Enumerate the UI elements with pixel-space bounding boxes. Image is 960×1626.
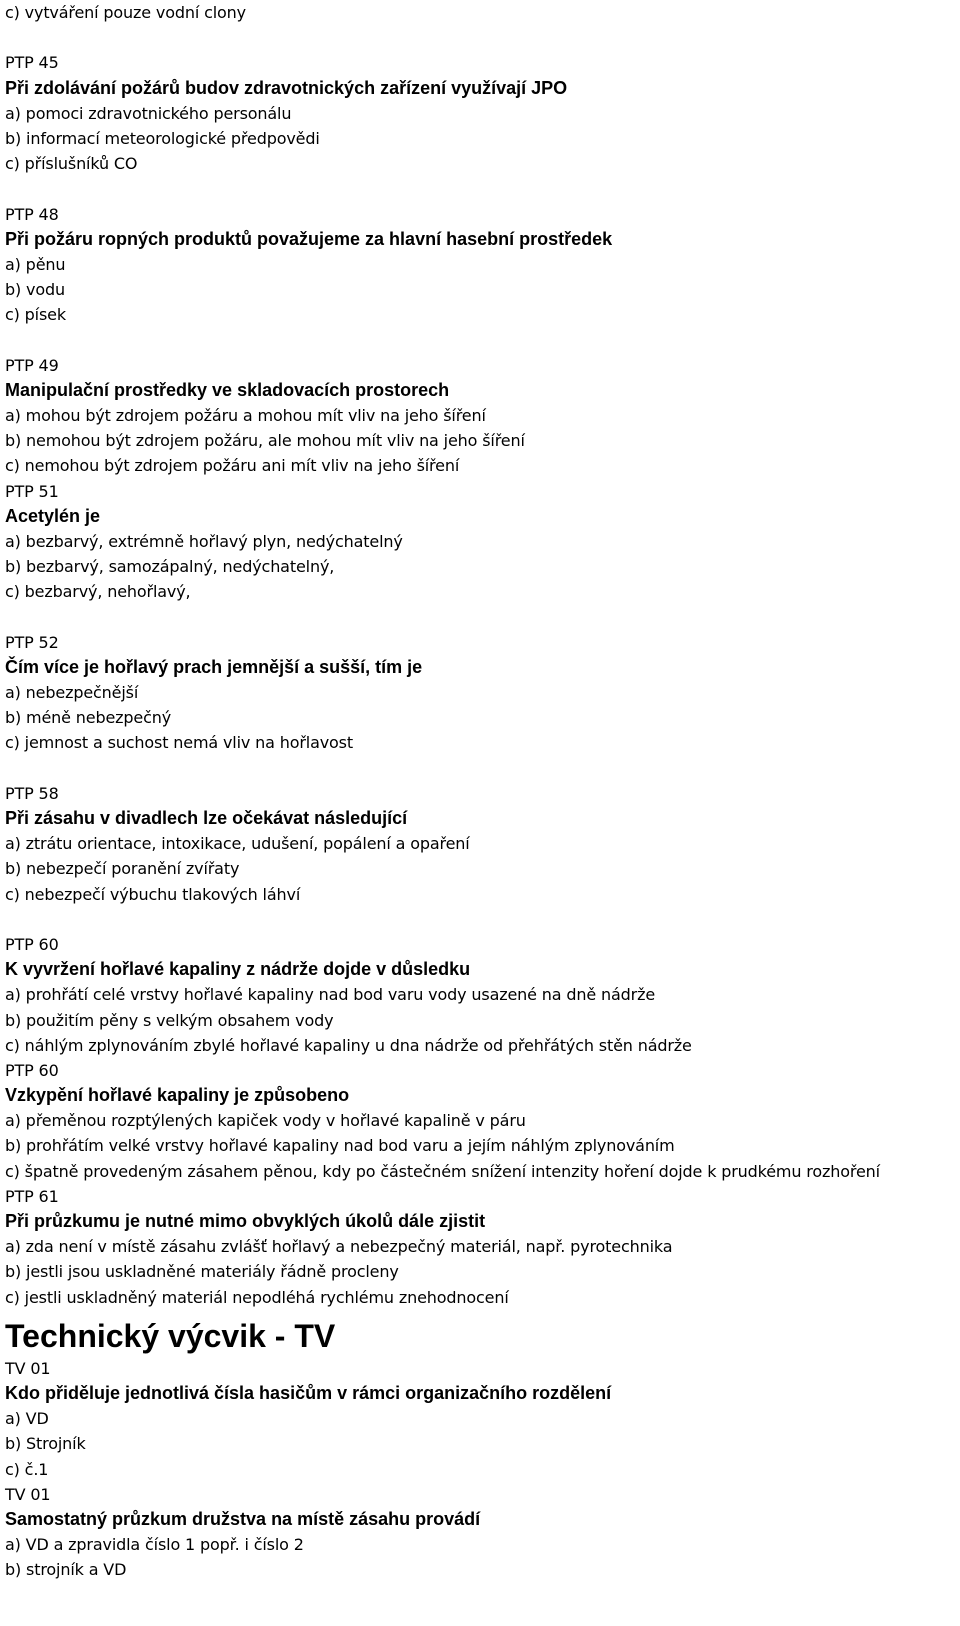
blank-line (5, 25, 950, 50)
question-code: PTP 60 (5, 1060, 59, 1080)
answer-option: a) pomoci zdravotnického personálu (5, 103, 292, 123)
question-text: Vzkypění hořlavé kapaliny je způsobeno (5, 1085, 350, 1106)
answer-option: a) přeměnou rozptýlených kapiček vody v hořlavé kapalině v páru (5, 1111, 526, 1131)
question-code: PTP 52 (5, 632, 59, 652)
question-text: Čím více je hořlavý prach jemnější a sušší, tím je (5, 656, 423, 677)
document-page (5, 0, 950, 1582)
answer-option: c) jemnost a suchost nemá vliv na hořlavost (5, 733, 353, 753)
question-code: PTP 58 (5, 783, 59, 803)
answer-option: a) bezbarvý, extrémně hořlavý plyn, nedýchatelný (5, 531, 403, 551)
answer-option: c) písek (5, 305, 66, 325)
answer-option: b) informací meteorologické předpovědi (5, 128, 320, 148)
answer-option: b) prohřátím velké vrstvy hořlavé kapaliny nad bod varu a jejím náhlým zplynováním (5, 1136, 675, 1156)
blank-line (5, 176, 950, 201)
answer-option: b) Strojník (5, 1434, 86, 1454)
answer-option: c) nebezpečí výbuchu tlakových láhví (5, 884, 301, 904)
blank-line (5, 605, 950, 630)
answer-option: a) ztrátu orientace, intoxikace, udušení, popálení a opaření (5, 834, 470, 854)
question-code: PTP 60 (5, 934, 59, 954)
question-code: TV 01 (5, 1484, 51, 1504)
answer-option: b) použitím pěny s velkým obsahem vody (5, 1010, 334, 1030)
question-code: PTP 51 (5, 481, 59, 501)
question-code: PTP 45 (5, 53, 59, 73)
answer-option: b) bezbarvý, samozápalný, nedýchatelný, (5, 557, 335, 577)
answer-option: c) č.1 (5, 1459, 49, 1479)
answer-option: b) jestli jsou uskladněné materiály řádně procleny (5, 1262, 399, 1282)
question-text: Manipulační prostředky ve skladovacích prostorech (5, 379, 450, 400)
question-text: Při zdolávání požárů budov zdravotnických zařízení využívají JPO (5, 77, 568, 98)
question-text: Kdo přiděluje jednotlivá čísla hasičům v rámci organizačního rozdělení (5, 1382, 612, 1403)
answer-option: a) pěnu (5, 254, 66, 274)
answer-option: c) vytváření pouze vodní clony (5, 3, 246, 22)
answer-option: c) náhlým zplynováním zbylé hořlavé kapaliny u dna nádrže od přehřátých stěn nádrže (5, 1035, 692, 1055)
answer-option: b) vodu (5, 280, 65, 300)
answer-option: c) bezbarvý, nehořlavý, (5, 582, 191, 602)
question-text: Při požáru ropných produktů považujeme za hlavní hasební prostředek (5, 228, 613, 249)
blank-line (5, 756, 950, 781)
blank-line (5, 907, 950, 932)
question-text: Samostatný průzkum družstva na místě zásahu provádí (5, 1508, 481, 1529)
answer-option: c) špatně provedeným zásahem pěnou, kdy po částečném snížení intenzity hoření dojde k prudkému rozhoření (5, 1161, 880, 1181)
question-text: Při zásahu v divadlech lze očekávat následující (5, 808, 408, 828)
answer-option: a) mohou být zdrojem požáru a mohou mít vliv na jeho šíření (5, 406, 486, 425)
answer-option: c) nemohou být zdrojem požáru ani mít vliv na jeho šíření (5, 456, 460, 476)
question-code: PTP 48 (5, 204, 59, 224)
answer-option: a) nebezpečnější (5, 683, 139, 703)
section-heading: Technický výcvik - TV (5, 1317, 336, 1354)
question-text: K vyvržení hořlavé kapaliny z nádrže dojde v důsledku (5, 959, 471, 980)
question-text: Acetylén je (5, 505, 101, 526)
answer-option: a) VD a zpravidla číslo 1 popř. i číslo 2 (5, 1535, 304, 1555)
blank-line (5, 327, 950, 352)
answer-option: b) méně nebezpečný (5, 708, 172, 728)
answer-option: b) strojník a VD (5, 1560, 127, 1580)
answer-option: a) VD (5, 1409, 49, 1429)
answer-option: b) nebezpečí poranění zvířaty (5, 859, 240, 879)
answer-option: a) zda není v místě zásahu zvlášť hořlavý a nebezpečný materiál, např. pyrotechnika (5, 1237, 673, 1257)
question-text: Při průzkumu je nutné mimo obvyklých úkolů dále zjistit (5, 1211, 486, 1231)
answer-option: c) jestli uskladněný materiál nepodléhá rychlému znehodnocení (5, 1287, 509, 1307)
answer-option: a) prohřátí celé vrstvy hořlavé kapaliny nad bod varu vody usazené na dně nádrže (5, 985, 656, 1005)
question-code: PTP 49 (5, 355, 59, 375)
answer-option: b) nemohou být zdrojem požáru, ale mohou mít vliv na jeho šíření (5, 431, 525, 451)
answer-option: c) příslušníků CO (5, 154, 138, 174)
question-code: TV 01 (5, 1358, 51, 1378)
question-code: PTP 61 (5, 1186, 59, 1206)
